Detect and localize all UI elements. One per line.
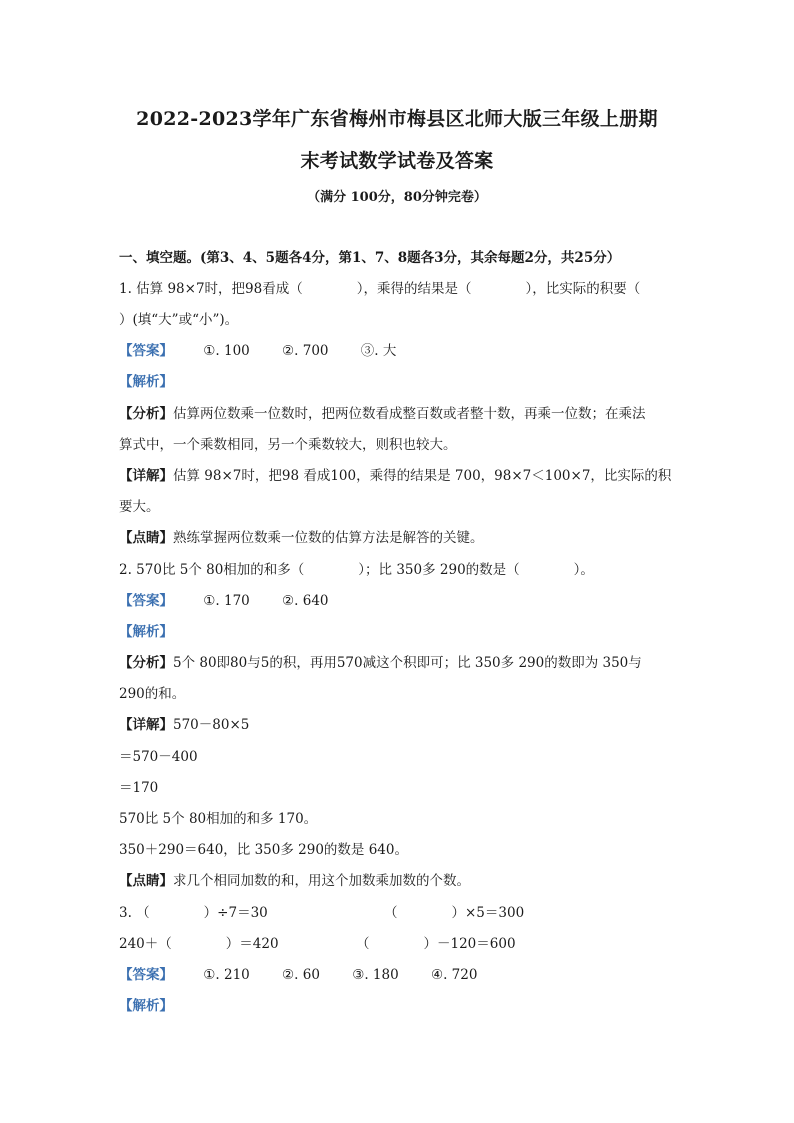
section-heading: 一、填空题。(第3、4、5题各4分，第1、7、8题各3分，其余每题2分，共25分） <box>119 250 621 266</box>
q2-fenxi-line2: 290的和。 <box>119 686 186 702</box>
xiangjie-tag: 【详解】 <box>119 717 173 733</box>
analysis-tag: 【解析】 <box>119 624 173 640</box>
q1-answer-2: ②. 700 <box>282 343 329 359</box>
q1-answer <box>119 341 424 361</box>
q1-xiangjie-line1 <box>119 466 671 486</box>
answer-tag: 【答案】 <box>119 593 173 609</box>
q1-text-line1: 1. 估算 98×7时，把98看成（ ），乘得的结果是（ ），比实际的积要（ <box>119 281 641 297</box>
q2-xiangjie-line1 <box>119 715 249 735</box>
q3-text-line1a: 3. （ ）÷7＝30 <box>119 905 268 921</box>
q2-dianjing-text: 求几个相同加数的和，用这个加数乘加数的个数。 <box>173 873 470 889</box>
analysis-tag: 【解析】 <box>119 998 173 1014</box>
q3-answer-1: ①. 210 <box>203 967 250 983</box>
q2-step2: ＝570－400 <box>119 749 198 765</box>
fenxi-tag: 【分析】 <box>119 655 173 671</box>
q1-dianjing-text: 熟练掌握两位数乘一位数的估算方法是解答的关键。 <box>173 530 484 546</box>
q2-fenxi-text1: 5个 80即80与5的积，再用570减这个积即可；比 350多 290的数即为 350与 <box>173 655 642 671</box>
q3-analysis-tag <box>119 996 173 1016</box>
q3-answer <box>119 965 505 985</box>
q1-fenxi-line2: 算式中，一个乘数相同，另一个乘数较大，则积也较大。 <box>119 437 457 453</box>
q1-analysis-tag <box>119 372 173 392</box>
q2-step3: ＝170 <box>119 780 159 796</box>
q3-answer-3: ③. 180 <box>352 967 399 983</box>
q1-text-line2: ）(填“大”或“小”)。 <box>119 312 239 328</box>
q3-text-line2b: （ ）－120＝600 <box>356 936 516 952</box>
q1-answer-1: ①. 100 <box>203 343 250 359</box>
analysis-tag: 【解析】 <box>119 374 173 390</box>
q2-answer-1: ①. 170 <box>203 593 250 609</box>
q2-step4: 570比 5个 80相加的和多 170。 <box>119 811 318 827</box>
q1-fenxi-text1: 估算两位数乘一位数时，把两位数看成整百数或者整十数，再乘一位数；在乘法 <box>173 406 646 422</box>
answer-tag: 【答案】 <box>119 967 173 983</box>
q3-answer-4: ④. 720 <box>430 967 478 983</box>
fenxi-tag: 【分析】 <box>119 406 173 422</box>
page-subtitle: （满分 100分，80分钟完卷） <box>307 190 487 205</box>
q2-step5: 350＋290＝640，比 350多 290的数是 640。 <box>119 842 408 858</box>
dianjing-tag: 【点睛】 <box>119 530 173 546</box>
q1-xiangjie-line2: 要大。 <box>119 499 160 515</box>
q1-answer-3: ③. 大 <box>360 343 397 359</box>
q2-answer <box>119 591 357 611</box>
q2-fenxi-line1 <box>119 653 642 673</box>
q1-dianjing <box>119 528 484 548</box>
q2-text-line1: 2. 570比 5个 80相加的和多（ ）；比 350多 290的数是（ ）。 <box>119 562 594 578</box>
q2-xiangjie-text1: 570－80×5 <box>173 717 250 733</box>
page-title-line2: 末考试数学试卷及答案 <box>300 150 494 172</box>
page-title-line1: 2022-2023学年广东省梅州市梅县区北师大版三年级上册期 <box>136 108 658 130</box>
q2-dianjing <box>119 871 470 891</box>
dianjing-tag: 【点睛】 <box>119 873 173 889</box>
xiangjie-tag: 【详解】 <box>119 468 173 484</box>
q2-answer-2: ②. 640 <box>282 593 329 609</box>
q3-text-line1b: （ ）×5＝300 <box>384 905 525 921</box>
q1-xiangjie-text1: 估算 98×7时，把98 看成100，乘得的结果是 700，98×7＜100×7，比实际的积 <box>173 468 672 484</box>
q2-analysis-tag <box>119 622 173 642</box>
answer-tag: 【答案】 <box>119 343 173 359</box>
q3-answer-2: ②. 60 <box>282 967 320 983</box>
q1-fenxi-line1 <box>119 404 646 424</box>
q3-text-line2a: 240＋（ ）＝420 <box>119 936 279 952</box>
